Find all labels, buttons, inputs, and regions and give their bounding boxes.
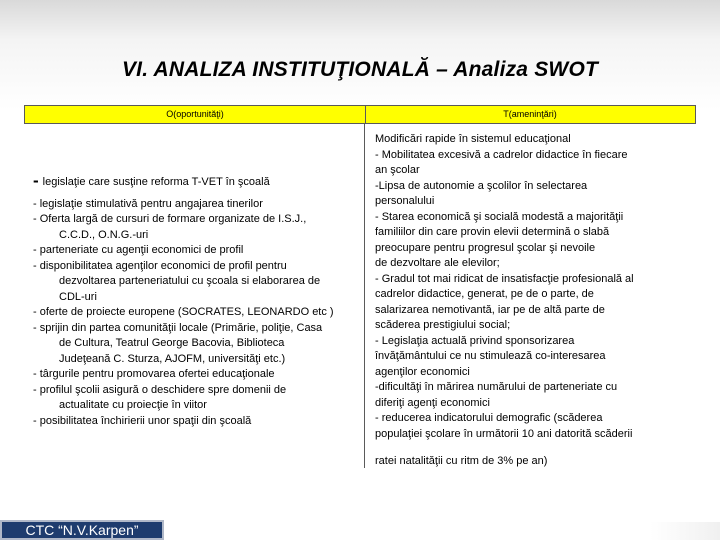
list-item: legislaţie care susţine reforma T-VET în şcoală [42, 176, 270, 188]
list-item: salarizarea nemotivantă, iar pe de altă parte de [375, 303, 605, 316]
list-item: ratei natalităţii cu ritm de 3% pe an) [375, 455, 548, 467]
list-item: cadrelor didactice, generat, pe de o parte, de [375, 288, 594, 300]
list-item: familiilor din care provin elevii determină o slabă [375, 226, 610, 238]
list-item: preocupare pentru progresul şcolar şi nevoile [375, 241, 596, 254]
opportunities-header: O(oportunităţi) [25, 106, 366, 123]
list-item: diferiţi agenţi economici [375, 396, 490, 409]
spacer [375, 442, 695, 454]
list-item: - Starea economică şi socială modestă a majorităţii [375, 210, 624, 223]
slide-title: VI. ANALIZA INSTITUŢIONALĂ – Analiza SWOT [121, 58, 599, 81]
list-item: C.C.D., O.N.G.-uri [59, 228, 149, 241]
list-item: - profilul şcolii asigură o deschidere spre domenii de [33, 383, 287, 396]
list-item: Modificări rapide în sistemul educaţional [375, 133, 571, 145]
list-item: - sprijin din partea comunităţii locale (Primărie, poliţie, Casa [33, 321, 323, 334]
threats-lines [375, 132, 695, 442]
footer-label: CTC “N.V.Karpen” [0, 520, 164, 540]
list-item: agenţilor economici [375, 365, 470, 378]
list-item: - posibilitatea închirierii unor spaţii din şcoală [33, 414, 252, 427]
list-item: - Gradul tot mai ridicat de insatisfacţie profesională al [375, 272, 634, 285]
column-divider [364, 124, 365, 468]
list-item: - Mobilitatea excesivă a cadrelor didactice în fiecare [375, 148, 628, 161]
list-item: - Legislaţia actuală privind sponsorizarea [375, 334, 575, 347]
list-item: an şcolar [375, 164, 420, 176]
threats-list [375, 132, 695, 470]
opportunities-list [33, 173, 363, 429]
swot-table-header [24, 105, 696, 124]
list-item: -dificultăţi în mărirea numărului de parteneriate cu [375, 381, 618, 393]
list-item: de dezvoltare ale elevilor; [375, 257, 500, 269]
opportunities-lines [33, 197, 363, 430]
list-item: Judeţeană C. Sturza, AJOFM, universităţi etc.) [59, 352, 286, 365]
list-item: învăţământului ce nu stimulează co-interesarea [375, 350, 606, 362]
list-item: dezvoltarea parteneriatului cu şcoala si elaborarea de [59, 275, 321, 287]
list-item: - oferte de proiecte europene (SOCRATES, LEONARDO etc ) [33, 306, 334, 318]
opportunities-first-item [33, 173, 363, 191]
list-item: -Lipsa de autonomie a şcolilor în selectarea [375, 179, 588, 192]
list-item: - târgurile pentru promovarea ofertei educaţionale [33, 368, 275, 380]
list-item: scăderea prestigiului social; [375, 319, 511, 331]
list-item: de Cultura, Teatrul George Bacovia, Biblioteca [59, 337, 285, 349]
list-item: populaţiei şcolare în următorii 10 ani datorită scăderii [375, 427, 633, 440]
list-item: - parteneriate cu agenţii economici de profil [33, 244, 244, 256]
list-item: CDL-uri [59, 290, 97, 303]
list-item: - Oferta largă de cursuri de formare organizate de I.S.J., [33, 213, 307, 225]
list-item: - reducerea indicatorului demografic (scăderea [375, 412, 603, 424]
threats-header: T(ameninţări) [503, 109, 557, 119]
list-item: - legislaţie stimulativă pentru angajarea tinerilor [33, 197, 263, 210]
list-item: actualitate cu proiecţie în viitor [59, 399, 207, 411]
corner-decoration [650, 522, 720, 540]
bullet-dash: - [33, 171, 39, 190]
list-item: - disponibilitatea agenţilor economici de profil pentru [33, 259, 287, 272]
list-item: personalului [375, 195, 435, 207]
